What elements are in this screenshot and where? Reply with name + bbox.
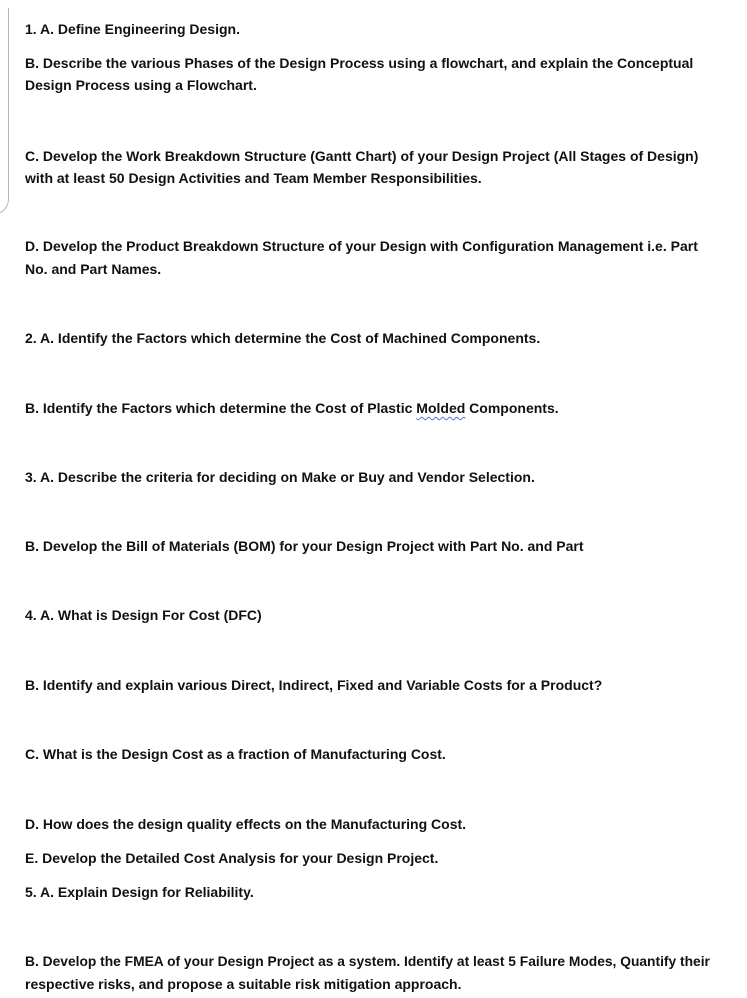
question-4a: 4. A. What is Design For Cost (DFC) xyxy=(25,607,262,623)
margin-curve-decoration xyxy=(0,8,9,215)
question-1c-line-2: with at least 50 Design Activities and Team Member Responsibilities. xyxy=(25,170,482,186)
question-1d-line-1: D. Develop the Product Breakdown Structure of your Design with Configuration Management i.e. Part xyxy=(25,238,698,254)
question-2b-text-start: B. Identify the Factors which determine the Cost of Plastic xyxy=(25,400,417,416)
question-4e: E. Develop the Detailed Cost Analysis for your Design Project. xyxy=(25,850,439,866)
question-2b xyxy=(25,397,741,419)
question-1b-line-2: Design Process using a Flowchart. xyxy=(25,77,257,93)
question-3a: 3. A. Describe the criteria for deciding on Make or Buy and Vendor Selection. xyxy=(25,469,535,485)
question-3b: B. Develop the Bill of Materials (BOM) for your Design Project with Part No. and Part xyxy=(25,538,584,554)
question-1d-line-2: No. and Part Names. xyxy=(25,261,162,277)
question-4c: C. What is the Design Cost as a fraction of Manufacturing Cost. xyxy=(25,746,446,762)
question-5a: 5. A. Explain Design for Reliability. xyxy=(25,884,254,900)
question-2b-text-end: Components. xyxy=(465,400,559,416)
question-1a: 1. A. Define Engineering Design. xyxy=(25,21,240,37)
question-1c-line-1: C. Develop the Work Breakdown Structure (Gantt Chart) of your Design Project (All Stages of Design) xyxy=(25,148,699,164)
spellcheck-flagged-word: Molded xyxy=(416,400,466,416)
question-4d: D. How does the design quality effects on the Manufacturing Cost. xyxy=(25,816,467,832)
question-2a: 2. A. Identify the Factors which determine the Cost of Machined Components. xyxy=(25,330,541,346)
question-5b-line-1: B. Develop the FMEA of your Design Project as a system. Identify at least 5 Failure Modes, Quantify their xyxy=(25,954,710,969)
question-5b-line-2: respective risks, and propose a suitable risk mitigation approach. xyxy=(25,976,462,992)
question-1b-line-1: B. Describe the various Phases of the Design Process using a flowchart, and explain the Conceptual xyxy=(25,55,694,71)
question-4b: B. Identify and explain various Direct, Indirect, Fixed and Variable Costs for a Product? xyxy=(25,677,603,693)
